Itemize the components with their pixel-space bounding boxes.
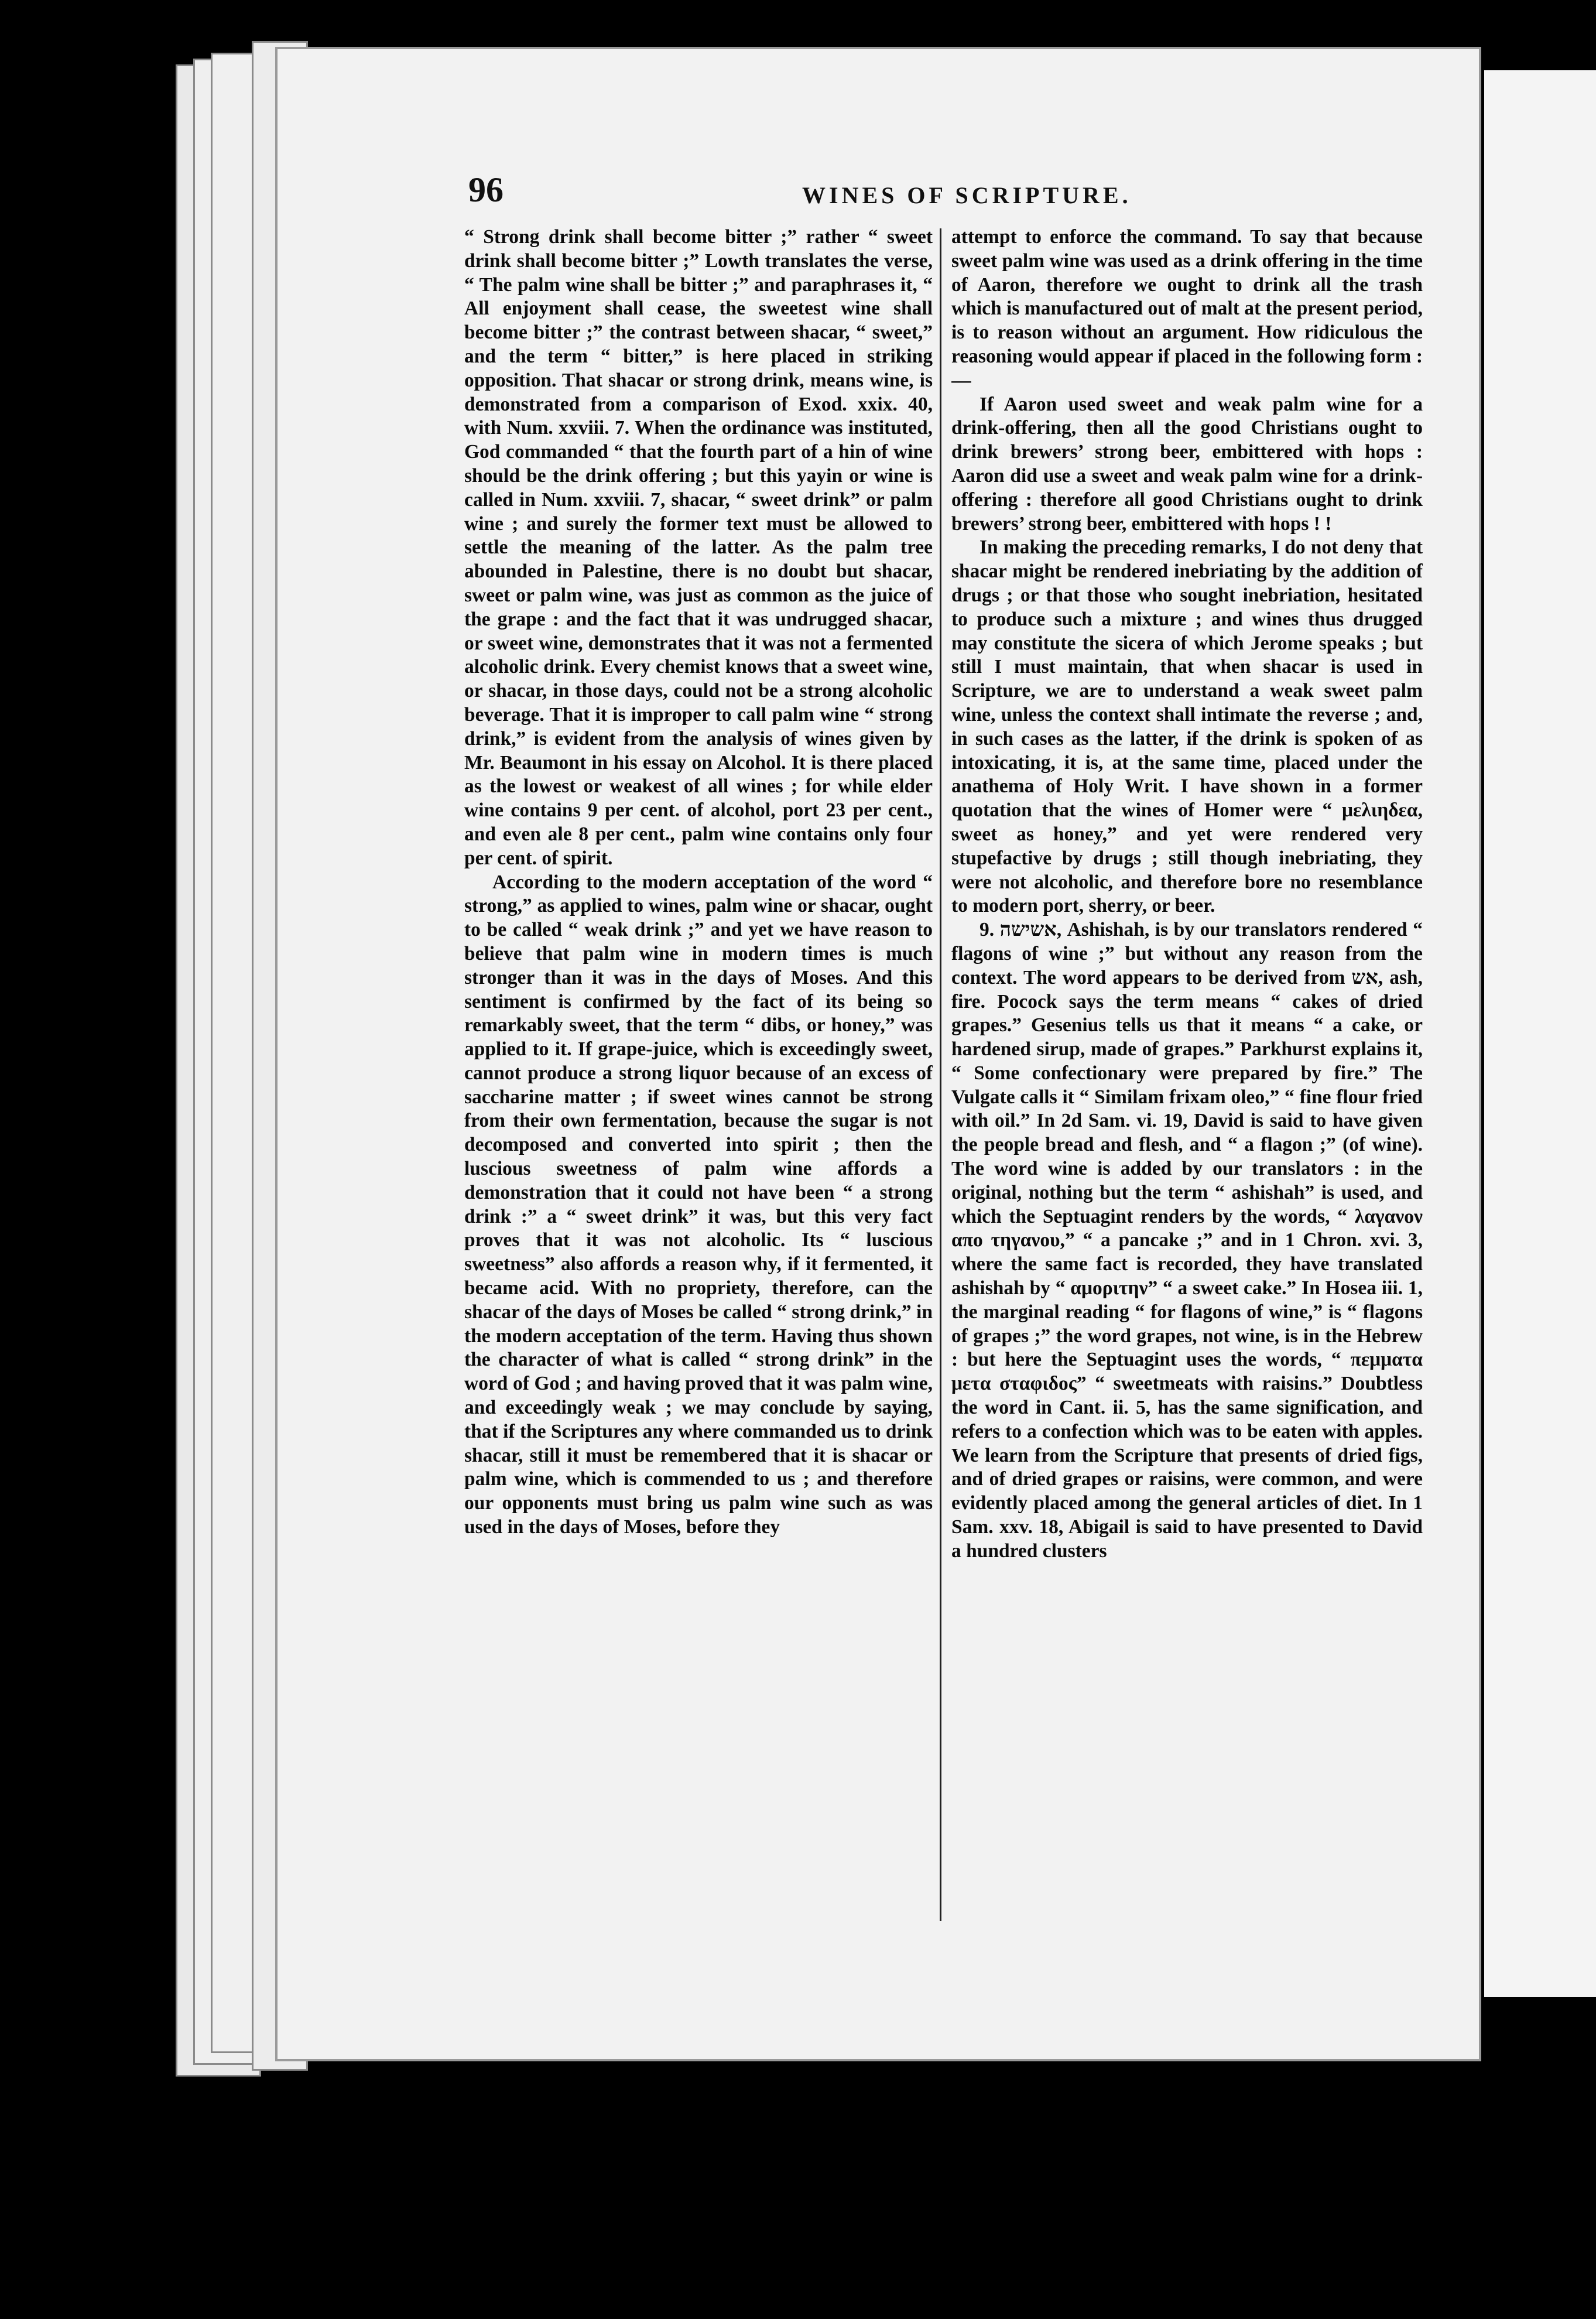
column-divider xyxy=(940,228,941,1921)
right-text-column xyxy=(951,225,1423,1918)
paragraph: “ Strong drink shall become bitter ;” rather “ sweet drink shall become bitter ;” Lowth translates the verse, “ The palm wine shall be bitter ;” and paraphrases it, “ All enjoyment shall cease, the sweetest wine shall become bitter ;” the contrast between shacar, “ sweet,” and the term “ bitter,” is here placed in striking opposition. That shacar or strong drink, means wine, is demonstrated from a comparison of Exod. xxix. 40, with Num. xxviii. 7. When the ordinance was instituted, God commanded “ that the fourth part of a hin of wine should be the drink offering ; but this yayin or wine is called in Num. xxviii. 7, shacar, “ sweet drink” or palm wine ; and surely the former text must be allowed to settle the meaning of the latter. As the palm tree abounded in Palestine, there is no doubt but shacar, sweet or palm wine, was just as common as the juice of the grape : and the fact that it was undrugged shacar, or sweet wine, demonstrates that it was not a fermented alcoholic drink. Every chemist knows that a sweet wine, or shacar, in those days, could not be a strong alcoholic beverage. That it is improper to call palm wine “ strong drink,” is evident from the analysis of wines given by Mr. Beaumont in his essay on Alcohol. It is there placed as the lowest or weakest of all wines ; for while elder wine contains 9 per cent. of alcohol, port 23 per cent., and even ale 8 per cent., palm wine contains only four per cent. of spirit. xyxy=(464,226,933,869)
running-title: WINES OF SCRIPTURE. xyxy=(802,182,1132,208)
page-number: 96 xyxy=(468,170,504,209)
paragraph: attempt to enforce the command. To say that because sweet palm wine was used as a drink offering in the time of Aaron, therefore we ought to drink all the trash which is manufactured out of malt at the present period, is to reason without an argument. How ridiculous the reasoning would appear if placed in the following form :— xyxy=(951,226,1423,391)
paragraph: According to the modern acceptation of the word “ strong,” as applied to wines, palm wine or shacar, ought to be called “ weak drink ;” and yet we have reason to believe that palm wine in modern times is much stronger than it was in the days of Moses. And this sentiment is confirmed by the fact of its being so remarkably sweet, that the term “ dibs, or honey,” was applied to it. If grape-juice, which is exceedingly sweet, cannot produce a strong liquor because of an excess of saccharine matter ; if sweet wines cannot be strong from their own fermentation, because the sugar is not decomposed and converted into spirit ; then the luscious sweetness of palm wine affords a demonstration that it could not have been “ a strong drink :” a “ sweet drink” it was, but this very fact proves that it was not alcoholic. Its “ luscious sweetness” also affords a reason why, if it fermented, it became acid. With no propriety, therefore, can the shacar of the days of Moses be called “ strong drink,” in the modern acceptation of the term. Having thus shown the character of what is called “ strong drink” in the word of God ; and having proved that it was palm wine, and exceedingly weak ; we may conclude by saying, that if the Scriptures any where commanded us to drink shacar, still it must be remembered that it is shacar or palm wine, which is commended to us ; and therefore our opponents must bring us palm wine such as was used in the days of Moses, before they xyxy=(464,871,933,1538)
facing-page-edge xyxy=(1484,70,1596,1997)
paragraph: 9. אשישה, Ashishah, is by our translators rendered “ flagons of wine ;” but without any reason from the context. The word appears to be derived from אש, ash, fire. Pocock says the term means “ cakes of dried grapes.” Gesenius tells us that it means “ a cake, or hardened sirup, made of grapes.” Parkhurst explains it, “ Some confectionary were prepared by fire.” The Vulgate calls it “ Similam frixam oleo,” “ fine flour fried with oil.” In 2d Sam. vi. 19, David is said to have given the people bread and flesh, and “ a flagon ;” (of wine). The word wine is added by our translators : in the original, nothing but the term “ ashishah” is used, and which the Septuagint renders by the words, “ λαγανον απο τηγανου,” “ a pancake ;” and in 1 Chron. xvi. 3, where the same fact is recorded, they have translated ashishah by “ αμοριτην” “ a sweet cake.” In Hosea iii. 1, the marginal reading “ for flagons of wine,” is “ flagons of grapes ;” the word grapes, not wine, is in the Hebrew : but here the Septuagint uses the words, “ πεμματα μετα σταφιδος” “ sweetmeats with raisins.” Doubtless the word in Cant. ii. 5, has the same signification, and refers to a confection which was to be eaten with apples. We learn from the Scripture that presents of dried figs, and of dried grapes or raisins, were common, and were evidently placed among the general articles of diet. In 1 Sam. xxv. 18, Abigail is said to have presented to David a hundred clusters xyxy=(951,919,1423,1562)
left-text-column xyxy=(464,225,933,1918)
paragraph: If Aaron used sweet and weak palm wine for a drink-offering, then all the good Christians ought to drink brewers’ strong beer, embittered with hops : Aaron did use a sweet and weak palm wine for a drink-offering : therefore all good Christians ought to drink brewers’ strong beer, embittered with hops ! ! xyxy=(951,393,1423,535)
paragraph: In making the preceding remarks, I do not deny that shacar might be rendered inebriating by the addition of drugs ; or that those who sought inebriation, hesitated to produce such a mixture ; and wines thus drugged may constitute the sicera of which Jerome speaks ; but still I must maintain, that when shacar is used in Scripture, we are to understand a weak sweet palm wine, unless the context shall intimate the reverse ; and, in such cases as the latter, if the drink is spoken of as intoxicating, it is, at the same time, placed under the anathema of Holy Writ. I have shown in a former quotation that the wines of Homer were “ μελιηδεα, sweet as honey,” and yet were rendered very stupefactive by drugs ; still though inebriating, they were not alcoholic, and therefore bore no resemblance to modern port, sherry, or beer. xyxy=(951,536,1423,917)
